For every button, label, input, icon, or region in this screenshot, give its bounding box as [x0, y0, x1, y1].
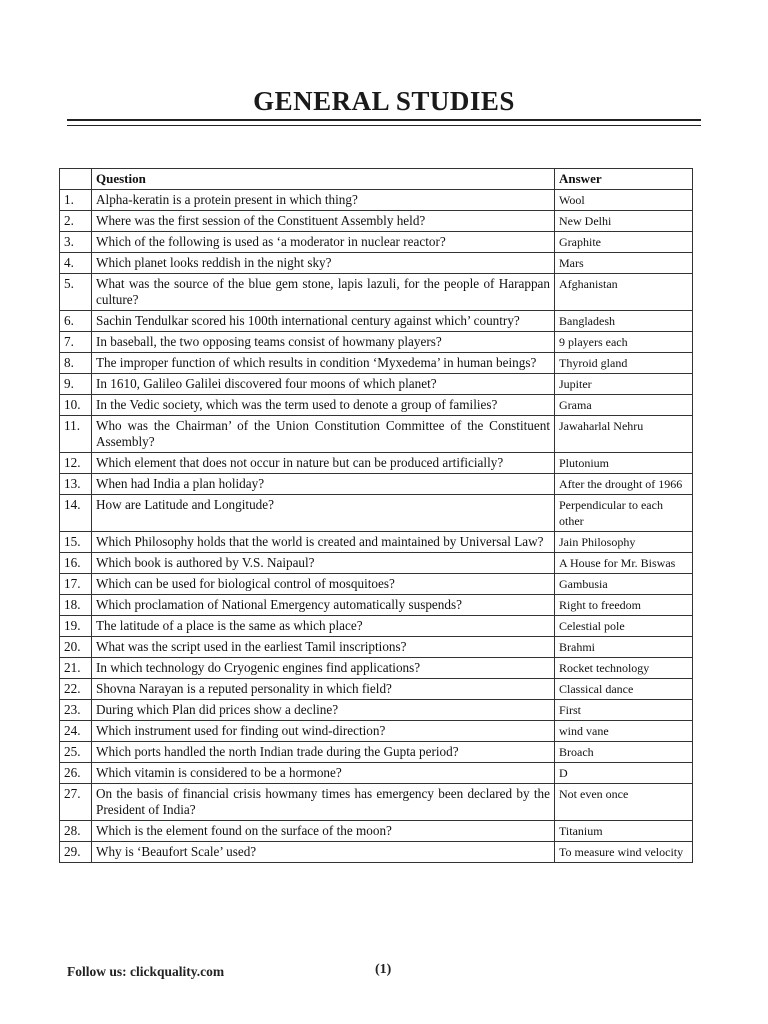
question-cell: Which book is authored by V.S. Naipaul? [92, 553, 555, 574]
answer-cell: Mars [555, 253, 693, 274]
answer-cell: After the drought of 1966 [555, 474, 693, 495]
table-row [60, 553, 693, 574]
table-row [60, 495, 693, 532]
row-number-cell: 23. [60, 700, 92, 721]
question-cell: Alpha-keratin is a protein present in which thing? [92, 190, 555, 211]
answer-cell: Celestial pole [555, 616, 693, 637]
table-row [60, 232, 693, 253]
table-row [60, 574, 693, 595]
question-cell: Who was the Chairman’ of the Union Constitution Committee of the Constituent Assembly? [92, 416, 555, 453]
answer-cell: Perpendicular to each other [555, 495, 693, 532]
question-cell: What was the source of the blue gem stone, lapis lazuli, for the people of Harappan culture? [92, 274, 555, 311]
answer-cell: Brahmi [555, 637, 693, 658]
question-cell: When had India a plan holiday? [92, 474, 555, 495]
table-row [60, 190, 693, 211]
table-row [60, 311, 693, 332]
row-number-cell: 2. [60, 211, 92, 232]
row-number-cell: 25. [60, 742, 92, 763]
question-cell: The improper function of which results in condition ‘Myxedema’ in human beings? [92, 353, 555, 374]
table-row [60, 416, 693, 453]
question-cell: During which Plan did prices show a decline? [92, 700, 555, 721]
question-cell: Which vitamin is considered to be a hormone? [92, 763, 555, 784]
title-underline-thin [67, 125, 701, 126]
row-number-cell: 18. [60, 595, 92, 616]
table-row [60, 616, 693, 637]
answer-cell: Titanium [555, 821, 693, 842]
header-answer-cell: Answer [555, 169, 693, 190]
question-cell: Which planet looks reddish in the night sky? [92, 253, 555, 274]
table-row [60, 474, 693, 495]
question-cell: Shovna Narayan is a reputed personality in which field? [92, 679, 555, 700]
table-row [60, 211, 693, 232]
table-row [60, 274, 693, 311]
answer-cell: Afghanistan [555, 274, 693, 311]
row-number-cell: 4. [60, 253, 92, 274]
row-number-cell: 13. [60, 474, 92, 495]
question-cell: In baseball, the two opposing teams consist of howmany players? [92, 332, 555, 353]
row-number-cell: 24. [60, 721, 92, 742]
table-row [60, 453, 693, 474]
answer-cell: Thyroid gland [555, 353, 693, 374]
row-number-cell: 12. [60, 453, 92, 474]
answer-cell: To measure wind velocity [555, 842, 693, 863]
question-cell: In which technology do Cryogenic engines find applications? [92, 658, 555, 679]
question-cell: Which ports handled the north Indian trade during the Gupta period? [92, 742, 555, 763]
row-number-cell: 7. [60, 332, 92, 353]
question-cell: Which can be used for biological control of mosquitoes? [92, 574, 555, 595]
table-row [60, 595, 693, 616]
answer-cell: Jupiter [555, 374, 693, 395]
row-number-cell: 10. [60, 395, 92, 416]
question-cell: Which proclamation of National Emergency automatically suspends? [92, 595, 555, 616]
row-number-cell: 27. [60, 784, 92, 821]
row-number-cell: 16. [60, 553, 92, 574]
row-number-cell: 26. [60, 763, 92, 784]
row-number-cell: 21. [60, 658, 92, 679]
row-number-cell: 9. [60, 374, 92, 395]
answer-cell: 9 players each [555, 332, 693, 353]
answer-cell: wind vane [555, 721, 693, 742]
answer-cell: Grama [555, 395, 693, 416]
title-underline-thick [67, 119, 701, 121]
table-row [60, 374, 693, 395]
table-row [60, 700, 693, 721]
answer-cell: Rocket technology [555, 658, 693, 679]
header-question-cell: Question [92, 169, 555, 190]
table-row [60, 784, 693, 821]
row-number-cell: 8. [60, 353, 92, 374]
question-cell: In 1610, Galileo Galilei discovered four moons of which planet? [92, 374, 555, 395]
row-number-cell: 20. [60, 637, 92, 658]
row-number-cell: 11. [60, 416, 92, 453]
answer-cell: New Delhi [555, 211, 693, 232]
row-number-cell: 29. [60, 842, 92, 863]
row-number-cell: 17. [60, 574, 92, 595]
answer-cell: Broach [555, 742, 693, 763]
answer-cell: Plutonium [555, 453, 693, 474]
page-title: GENERAL STUDIES [253, 86, 515, 116]
answer-cell: Bangladesh [555, 311, 693, 332]
table-row [60, 353, 693, 374]
table-row [60, 679, 693, 700]
table-row [60, 658, 693, 679]
row-number-cell: 1. [60, 190, 92, 211]
question-cell: Where was the first session of the Constituent Assembly held? [92, 211, 555, 232]
answer-cell: Jawaharlal Nehru [555, 416, 693, 453]
question-cell: Which is the element found on the surface of the moon? [92, 821, 555, 842]
table-header-row [60, 169, 693, 190]
question-cell: The latitude of a place is the same as which place? [92, 616, 555, 637]
question-cell: What was the script used in the earliest Tamil inscriptions? [92, 637, 555, 658]
answer-cell: A House for Mr. Biswas [555, 553, 693, 574]
table-row [60, 637, 693, 658]
row-number-cell: 3. [60, 232, 92, 253]
table-row [60, 395, 693, 416]
question-cell: Which instrument used for finding out wind-direction? [92, 721, 555, 742]
row-number-cell: 28. [60, 821, 92, 842]
footer-follow-text: Follow us: clickquality.com [67, 964, 225, 979]
row-number-cell: 6. [60, 311, 92, 332]
row-number-cell: 15. [60, 532, 92, 553]
answer-cell: Not even once [555, 784, 693, 821]
table-row [60, 821, 693, 842]
page-number: (1) [375, 962, 392, 977]
table-row [60, 763, 693, 784]
question-cell: On the basis of financial crisis howmany times has emergency been declared by the President of India? [92, 784, 555, 821]
question-cell: Sachin Tendulkar scored his 100th international century against which’ country? [92, 311, 555, 332]
question-cell: Which Philosophy holds that the world is created and maintained by Universal Law? [92, 532, 555, 553]
answer-cell: Gambusia [555, 574, 693, 595]
answer-cell: First [555, 700, 693, 721]
header-number-cell [60, 169, 92, 190]
question-cell: Why is ‘Beaufort Scale’ used? [92, 842, 555, 863]
question-cell: Which of the following is used as ‘a moderator in nuclear reactor? [92, 232, 555, 253]
table-row [60, 532, 693, 553]
answer-cell: Graphite [555, 232, 693, 253]
row-number-cell: 22. [60, 679, 92, 700]
question-cell: In the Vedic society, which was the term used to denote a group of families? [92, 395, 555, 416]
answer-cell: Classical dance [555, 679, 693, 700]
row-number-cell: 14. [60, 495, 92, 532]
table-row [60, 332, 693, 353]
table-row [60, 742, 693, 763]
answer-cell: Jain Philosophy [555, 532, 693, 553]
questions-table [59, 168, 693, 863]
table-row [60, 253, 693, 274]
question-cell: How are Latitude and Longitude? [92, 495, 555, 532]
answer-cell: D [555, 763, 693, 784]
question-cell: Which element that does not occur in nature but can be produced artificially? [92, 453, 555, 474]
row-number-cell: 5. [60, 274, 92, 311]
row-number-cell: 19. [60, 616, 92, 637]
table-row [60, 721, 693, 742]
answer-cell: Wool [555, 190, 693, 211]
table-row [60, 842, 693, 863]
answer-cell: Right to freedom [555, 595, 693, 616]
